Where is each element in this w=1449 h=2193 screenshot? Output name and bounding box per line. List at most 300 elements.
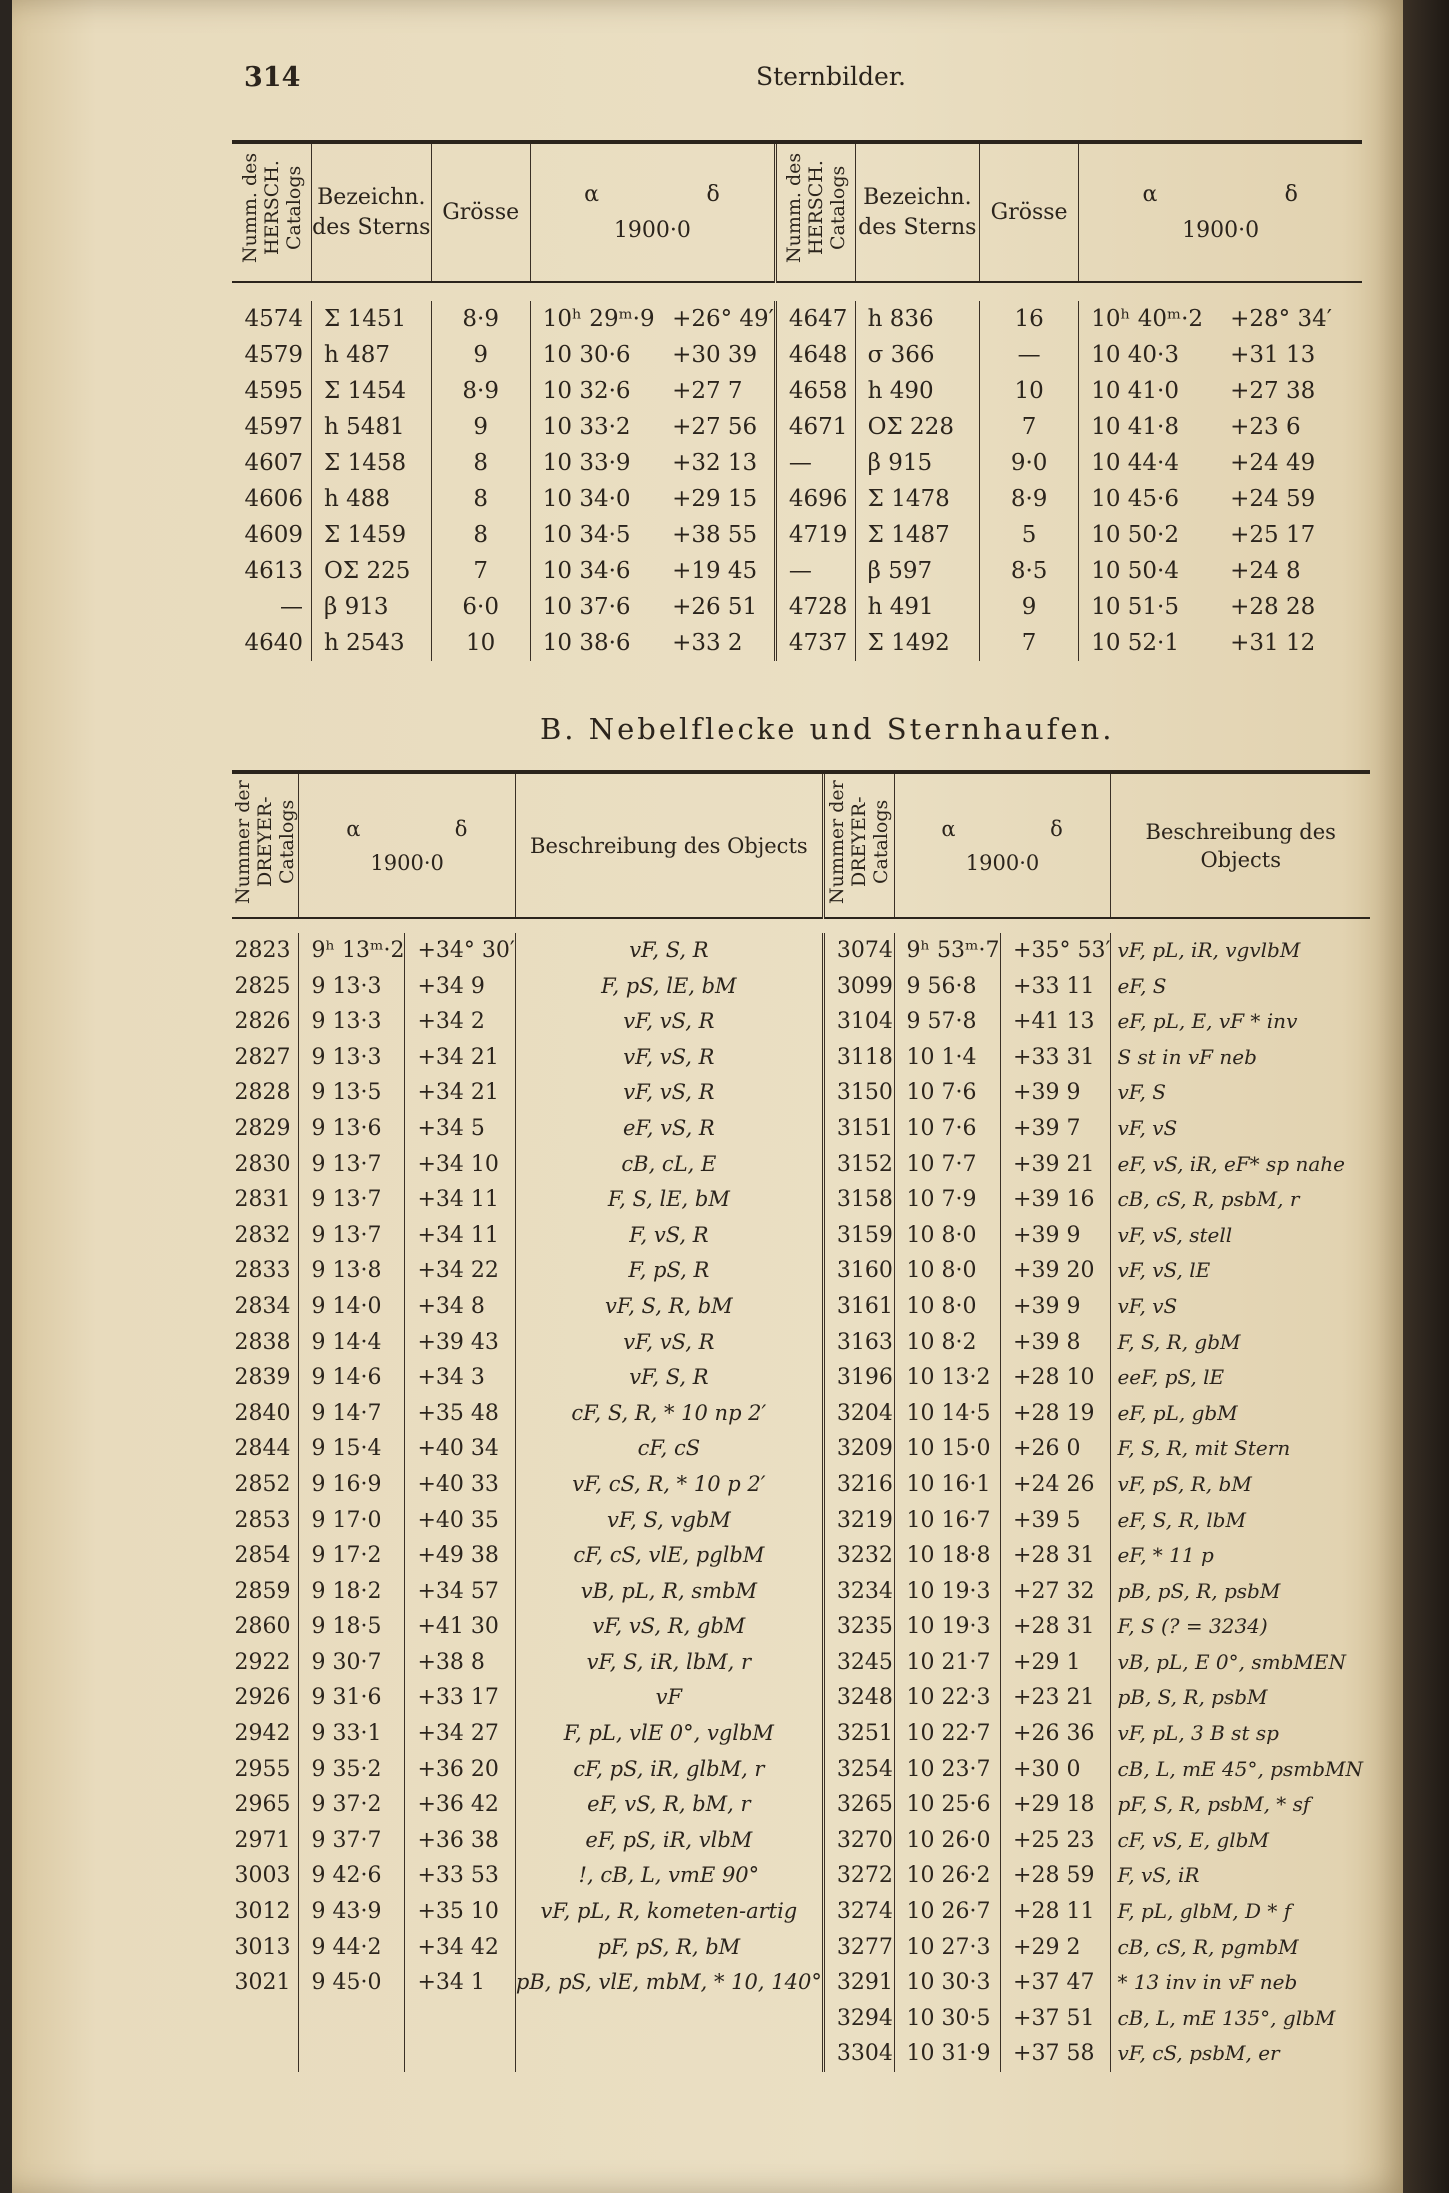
dreyer-number: 3209 (823, 1431, 894, 1467)
catalog-number: — (775, 553, 855, 589)
declination: +34 21 (405, 1040, 515, 1076)
dreyer-number: 3251 (823, 1716, 894, 1752)
object-description: eF, S (1111, 969, 1370, 1005)
header-coordinates (530, 142, 775, 282)
magnitude: 10 (980, 373, 1079, 409)
object-description: F, pS, lE, bM (515, 969, 823, 1005)
object-description: vF, pS, R, bM (1111, 1467, 1370, 1503)
dreyer-number: 2844 (234, 1436, 291, 1462)
right-ascension: 9 13·3 (299, 1040, 405, 1076)
right-ascension: 9 37·2 (299, 1787, 405, 1823)
header-epoch-b: 1900·0 (370, 850, 444, 875)
header-alpha-b: α (346, 816, 361, 841)
right-ascension: 10 31·9 (894, 2036, 1001, 2072)
right-ascension: 10 16·7 (894, 1503, 1001, 1539)
magnitude: 7 (980, 625, 1079, 661)
table-row (232, 481, 1362, 517)
right-ascension: 10 8·0 (894, 1289, 1001, 1325)
right-ascension: 10 40·3 (1079, 337, 1218, 373)
right-ascension: 9 13·7 (299, 1218, 405, 1254)
declination: +36 42 (405, 1787, 515, 1823)
table-row (232, 1645, 1370, 1681)
star-table-body (232, 301, 1362, 661)
header-delta-b: δ (454, 816, 468, 841)
object-description: vF, vS, stell (1111, 1218, 1370, 1254)
declination: +34 9 (405, 969, 515, 1005)
table-row (232, 589, 1362, 625)
right-ascension: 10 7·6 (894, 1111, 1001, 1147)
right-ascension: 9 31·6 (299, 1680, 405, 1716)
declination: +40 34 (405, 1431, 515, 1467)
magnitude: 7 (431, 553, 530, 589)
dreyer-number: 3274 (823, 1894, 894, 1930)
declination: +26° 49′ (672, 306, 774, 332)
star-designation: OΣ 228 (855, 409, 979, 445)
header-epoch: 1900·0 (613, 217, 691, 243)
right-ascension: 10 50·4 (1079, 553, 1218, 589)
declination: +41 13 (1001, 1004, 1111, 1040)
declination: +39 21 (1001, 1147, 1111, 1183)
dreyer-number: 3003 (234, 1863, 291, 1889)
dreyer-number: 3248 (823, 1680, 894, 1716)
right-ascension: 9ʰ 13ᵐ·2 (299, 933, 405, 969)
catalog-number: — (775, 445, 855, 481)
right-ascension: 9 18·5 (299, 1609, 405, 1645)
object-description: cB, cS, R, psbM, r (1111, 1182, 1370, 1218)
object-description: vF, pL, iR, vgvlbM (1111, 933, 1370, 969)
declination: +39 9 (1001, 1218, 1111, 1254)
dreyer-number: 2922 (234, 1649, 291, 1675)
table-row (232, 969, 1370, 1005)
right-ascension: 9 17·0 (299, 1503, 405, 1539)
empty-cell (515, 2001, 823, 2037)
table-row (232, 1218, 1370, 1254)
right-ascension: 10 26·2 (894, 1858, 1001, 1894)
object-description: vF, vS, R (515, 1040, 823, 1076)
magnitude: — (980, 337, 1079, 373)
declination: +35 48 (405, 1396, 515, 1432)
declination: +24 8 (1230, 558, 1301, 584)
declination: +41 30 (405, 1609, 515, 1645)
table-row (232, 517, 1362, 553)
right-ascension: 10 22·3 (894, 1680, 1001, 1716)
dreyer-number: 2859 (234, 1578, 291, 1604)
declination: +34 22 (405, 1253, 515, 1289)
catalog-number: 4597 (244, 414, 304, 440)
object-description: vF, vS (1111, 1289, 1370, 1325)
empty-cell (299, 2036, 405, 2072)
right-ascension: 10 7·9 (894, 1182, 1001, 1218)
dreyer-number: 3104 (823, 1004, 894, 1040)
star-designation: Σ 1492 (855, 625, 979, 661)
object-description: vB, pL, E 0°, smbMEN (1111, 1645, 1370, 1681)
catalog-number: 4728 (775, 589, 855, 625)
table-row (232, 933, 1370, 969)
declination: +37 51 (1001, 2001, 1111, 2037)
object-description: eF, vS, iR, eF* sp nahe (1111, 1147, 1370, 1183)
declination: +49 38 (405, 1538, 515, 1574)
right-ascension: 9 13·6 (299, 1111, 405, 1147)
declination: +36 20 (405, 1752, 515, 1788)
object-description: F, pL, vlE 0°, vglbM (515, 1716, 823, 1752)
right-ascension: 10 33·2 (530, 409, 660, 445)
header-delta-2: δ (1284, 181, 1298, 207)
dreyer-number: 3160 (823, 1253, 894, 1289)
declination: +26 36 (1001, 1716, 1111, 1752)
table-row (232, 1182, 1370, 1218)
declination: +28° 34′ (1230, 306, 1332, 332)
dreyer-number: 3118 (823, 1040, 894, 1076)
declination: +28 59 (1001, 1858, 1111, 1894)
nebula-table-body (232, 933, 1370, 2072)
star-designation: Σ 1487 (855, 517, 979, 553)
right-ascension: 10 7·7 (894, 1147, 1001, 1183)
dreyer-number: 3234 (823, 1574, 894, 1610)
right-ascension: 9 13·5 (299, 1075, 405, 1111)
right-ascension: 10 38·6 (530, 625, 660, 661)
right-ascension: 10 26·0 (894, 1823, 1001, 1859)
declination: +23 21 (1001, 1680, 1111, 1716)
dreyer-number: 3304 (823, 2036, 894, 2072)
object-description: vF, vS, R, gbM (515, 1609, 823, 1645)
catalog-number: 4609 (244, 522, 304, 548)
table-row (232, 1965, 1370, 2001)
dreyer-number: 2829 (234, 1115, 291, 1141)
object-description: eF, pL, gbM (1111, 1396, 1370, 1432)
dreyer-number: 2839 (234, 1365, 291, 1391)
table-row (232, 1289, 1370, 1325)
right-ascension: 9 16·9 (299, 1467, 405, 1503)
object-description: vF, vS, R (515, 1075, 823, 1111)
object-description: cF, vS, E, glbM (1111, 1823, 1370, 1859)
declination: +28 31 (1001, 1609, 1111, 1645)
object-description: vF, vS, R (515, 1004, 823, 1040)
object-description: F, S, lE, bM (515, 1182, 823, 1218)
table-row (232, 1467, 1370, 1503)
declination: +19 45 (672, 558, 758, 584)
declination: +26 51 (672, 594, 758, 620)
dreyer-number: 3021 (234, 1970, 291, 1996)
table-row (232, 1680, 1370, 1716)
object-description: pB, S, R, psbM (1111, 1680, 1370, 1716)
star-designation: h 487 (312, 337, 432, 373)
star-designation: OΣ 225 (312, 553, 432, 589)
star-designation: h 5481 (312, 409, 432, 445)
dreyer-number: 2860 (234, 1614, 291, 1640)
magnitude: 8 (431, 481, 530, 517)
magnitude: 8 (431, 445, 530, 481)
right-ascension: 10 19·3 (894, 1609, 1001, 1645)
header-epoch-2: 1900·0 (1182, 217, 1260, 243)
right-ascension: 10 19·3 (894, 1574, 1001, 1610)
table-row (232, 1111, 1370, 1147)
object-description: eF, pS, iR, vlbM (515, 1823, 823, 1859)
right-ascension: 9 18·2 (299, 1574, 405, 1610)
right-ascension: 9 14·0 (299, 1289, 405, 1325)
table-row (232, 1716, 1370, 1752)
object-description: F, S, R, gbM (1111, 1325, 1370, 1361)
object-description: pF, pS, R, bM (515, 1930, 823, 1966)
dreyer-number: 3150 (823, 1075, 894, 1111)
catalog-number: 4595 (244, 378, 304, 404)
declination: +30 0 (1001, 1752, 1111, 1788)
right-ascension: 9 57·8 (894, 1004, 1001, 1040)
right-ascension: 10 41·8 (1079, 409, 1218, 445)
table-row (232, 1075, 1370, 1111)
declination: +32 13 (672, 450, 758, 476)
right-ascension: 10 52·1 (1079, 625, 1218, 661)
right-ascension: 10 33·9 (530, 445, 660, 481)
dreyer-number: 2833 (234, 1258, 291, 1284)
dreyer-number: 3012 (234, 1899, 291, 1925)
star-designation: h 491 (855, 589, 979, 625)
dreyer-number: 2942 (234, 1721, 291, 1747)
table-row (232, 1503, 1370, 1539)
magnitude: 9·0 (980, 445, 1079, 481)
object-description: F, vS, iR (1111, 1858, 1370, 1894)
empty-cell (515, 2036, 823, 2072)
magnitude: 9 (431, 337, 530, 373)
right-ascension: 10 32·6 (530, 373, 660, 409)
declination: +24 49 (1230, 450, 1316, 476)
magnitude: 9 (980, 589, 1079, 625)
right-ascension: 9ʰ 53ᵐ·7 (894, 933, 1001, 969)
dreyer-number: 3196 (823, 1360, 894, 1396)
right-ascension: 10 23·7 (894, 1752, 1001, 1788)
declination: +39 16 (1001, 1182, 1111, 1218)
declination: +34 2 (405, 1004, 515, 1040)
object-description: eF, * 11 p (1111, 1538, 1370, 1574)
empty-cell (299, 2001, 405, 2037)
star-designation: σ 366 (855, 337, 979, 373)
right-ascension: 9 13·3 (299, 969, 405, 1005)
declination: +39 43 (405, 1325, 515, 1361)
declination: +35° 53′ (1001, 933, 1111, 969)
table-row (232, 337, 1362, 373)
section-title: B. Nebelflecke und Sternhaufen. (540, 712, 1115, 746)
declination: +33 11 (1001, 969, 1111, 1005)
dreyer-number: 3245 (823, 1645, 894, 1681)
declination: +39 7 (1001, 1111, 1111, 1147)
declination: +34 27 (405, 1716, 515, 1752)
right-ascension: 10 30·6 (530, 337, 660, 373)
magnitude: 8·5 (980, 553, 1079, 589)
magnitude: 6·0 (431, 589, 530, 625)
object-description: eF, pL, E, vF * inv (1111, 1004, 1370, 1040)
header-delta: δ (706, 181, 720, 207)
object-description: F, S (? = 3234) (1111, 1609, 1370, 1645)
star-designation: Σ 1458 (312, 445, 432, 481)
declination: +33 17 (405, 1680, 515, 1716)
table-row (232, 409, 1362, 445)
declination: +39 5 (1001, 1503, 1111, 1539)
right-ascension: 10 21·7 (894, 1645, 1001, 1681)
dreyer-number: 3074 (823, 933, 894, 969)
right-ascension: 10 34·0 (530, 481, 660, 517)
magnitude: 16 (980, 301, 1079, 337)
object-description: * 13 inv in vF neb (1111, 1965, 1370, 2001)
header-epoch-b2: 1900·0 (965, 850, 1040, 875)
right-ascension: 10ʰ 29ᵐ·9 (530, 301, 660, 337)
header-magnitude: Grösse (431, 142, 530, 282)
object-description: cB, L, mE 45°, psmbMN (1111, 1752, 1370, 1788)
dreyer-number: 3151 (823, 1111, 894, 1147)
magnitude: 8·9 (431, 373, 530, 409)
table-row (232, 1040, 1370, 1076)
header-description: Beschreibung des Objects (515, 772, 823, 918)
declination: +30 39 (672, 342, 758, 368)
star-designation: h 488 (312, 481, 432, 517)
catalog-number: 4607 (244, 450, 304, 476)
table-row (232, 373, 1362, 409)
dreyer-number: 2832 (234, 1222, 291, 1248)
object-description: pB, pS, R, psbM (1111, 1574, 1370, 1610)
catalog-number: 4606 (244, 486, 304, 512)
catalog-number: 4658 (775, 373, 855, 409)
object-description: vF, vS, R (515, 1325, 823, 1361)
right-ascension: 9 14·7 (299, 1396, 405, 1432)
right-ascension: 10 7·6 (894, 1075, 1001, 1111)
header-coordinates-2 (1079, 142, 1362, 282)
dreyer-number: 2852 (234, 1471, 291, 1497)
object-description: vF, pL, 3 B st sp (1111, 1716, 1370, 1752)
catalog-number: 4671 (775, 409, 855, 445)
star-designation: Σ 1459 (312, 517, 432, 553)
object-description: eF, vS, R (515, 1111, 823, 1147)
declination: +34 57 (405, 1574, 515, 1610)
table-row (232, 1004, 1370, 1040)
right-ascension: 10 41·0 (1079, 373, 1218, 409)
header-dreyer-2: Nummer der DREYER-Catalogs (823, 772, 894, 918)
table-row (232, 1253, 1370, 1289)
empty-cell (232, 2036, 299, 2072)
declination: +31 13 (1230, 342, 1316, 368)
declination: +34 3 (405, 1360, 515, 1396)
dreyer-number: 3204 (823, 1396, 894, 1432)
declination: +27 38 (1230, 378, 1316, 404)
catalog-number: 4574 (244, 306, 304, 332)
declination: +25 17 (1230, 522, 1316, 548)
catalog-number: 4640 (244, 630, 304, 656)
dreyer-number: 3265 (823, 1787, 894, 1823)
table-row (232, 1787, 1370, 1823)
object-description: vF, cS, psbM, er (1111, 2036, 1370, 2072)
table-row (232, 1325, 1370, 1361)
page-header (244, 62, 1384, 102)
object-description: vF, S, R (515, 1360, 823, 1396)
right-ascension: 10 44·4 (1079, 445, 1218, 481)
right-ascension: 9 13·3 (299, 1004, 405, 1040)
catalog-number: 4737 (775, 625, 855, 661)
object-description: F, pL, glbM, D * f (1111, 1894, 1370, 1930)
declination: +28 28 (1230, 594, 1316, 620)
declination: +29 15 (672, 486, 758, 512)
declination: +27 32 (1001, 1574, 1111, 1610)
dreyer-number: 2834 (234, 1293, 291, 1319)
object-description: F, pS, R (515, 1253, 823, 1289)
header-alpha: α (584, 181, 599, 207)
star-designation: β 597 (855, 553, 979, 589)
right-ascension: 10 30·5 (894, 2001, 1001, 2037)
right-ascension: 9 42·6 (299, 1858, 405, 1894)
table-row (232, 1752, 1370, 1788)
header-dreyer: Nummer der DREYER-Catalogs (232, 772, 299, 918)
right-ascension: 9 15·4 (299, 1431, 405, 1467)
dreyer-number: 2825 (234, 973, 291, 999)
catalog-number: 4648 (775, 337, 855, 373)
right-ascension: 9 45·0 (299, 1965, 405, 2001)
object-description: cB, cL, E (515, 1147, 823, 1183)
object-description: pF, S, R, psbM, * sf (1111, 1787, 1370, 1823)
magnitude: 9 (431, 409, 530, 445)
dreyer-number: 2853 (234, 1507, 291, 1533)
object-description: cF, cS (515, 1431, 823, 1467)
table-row (232, 2036, 1370, 2072)
right-ascension: 10 37·6 (530, 589, 660, 625)
declination: +33 31 (1001, 1040, 1111, 1076)
right-ascension: 10 18·8 (894, 1538, 1001, 1574)
declination: +40 33 (405, 1467, 515, 1503)
star-designation: Σ 1451 (312, 301, 432, 337)
dreyer-number: 3013 (234, 1934, 291, 1960)
declination: +34 11 (405, 1182, 515, 1218)
star-designation: β 913 (312, 589, 432, 625)
declination: +36 38 (405, 1823, 515, 1859)
dreyer-number: 2831 (234, 1187, 291, 1213)
dreyer-number: 3219 (823, 1503, 894, 1539)
right-ascension: 10 16·1 (894, 1467, 1001, 1503)
dreyer-number: 3277 (823, 1930, 894, 1966)
object-description: cF, S, R, * 10 np 2′ (515, 1396, 823, 1432)
dreyer-number: 3270 (823, 1823, 894, 1859)
declination: +38 8 (405, 1645, 515, 1681)
right-ascension: 9 14·6 (299, 1360, 405, 1396)
header-coordinates-b (299, 772, 515, 918)
declination: +34 21 (405, 1075, 515, 1111)
right-ascension: 9 17·2 (299, 1538, 405, 1574)
right-ascension: 10 50·2 (1079, 517, 1218, 553)
right-ascension: 9 44·2 (299, 1930, 405, 1966)
right-ascension: 9 13·7 (299, 1147, 405, 1183)
table-row (232, 1823, 1370, 1859)
declination: +39 9 (1001, 1289, 1111, 1325)
right-ascension: 9 43·9 (299, 1894, 405, 1930)
object-description: cB, L, mE 135°, glbM (1111, 2001, 1370, 2037)
dreyer-number: 3158 (823, 1182, 894, 1218)
running-title: Sternbilder. (756, 62, 906, 91)
right-ascension: 10 30·3 (894, 1965, 1001, 2001)
star-table (232, 140, 1362, 661)
declination: +23 6 (1230, 414, 1301, 440)
table-row (232, 1431, 1370, 1467)
header-designation-2: Bezeichn. des Sterns (855, 142, 979, 282)
declination: +38 55 (672, 522, 758, 548)
nebula-table (232, 770, 1370, 2072)
declination: +28 19 (1001, 1396, 1111, 1432)
table-row (232, 1396, 1370, 1432)
star-designation: Σ 1454 (312, 373, 432, 409)
table-row (232, 445, 1362, 481)
declination: +34 5 (405, 1111, 515, 1147)
right-ascension: 10ʰ 40ᵐ·2 (1079, 301, 1218, 337)
declination: +34 11 (405, 1218, 515, 1254)
dreyer-number: 3291 (823, 1965, 894, 2001)
dreyer-number: 2826 (234, 1009, 291, 1035)
header-designation: Bezeichn. des Sterns (312, 142, 432, 282)
table-row (232, 1574, 1370, 1610)
declination: +24 26 (1001, 1467, 1111, 1503)
catalog-number: 4579 (244, 342, 304, 368)
